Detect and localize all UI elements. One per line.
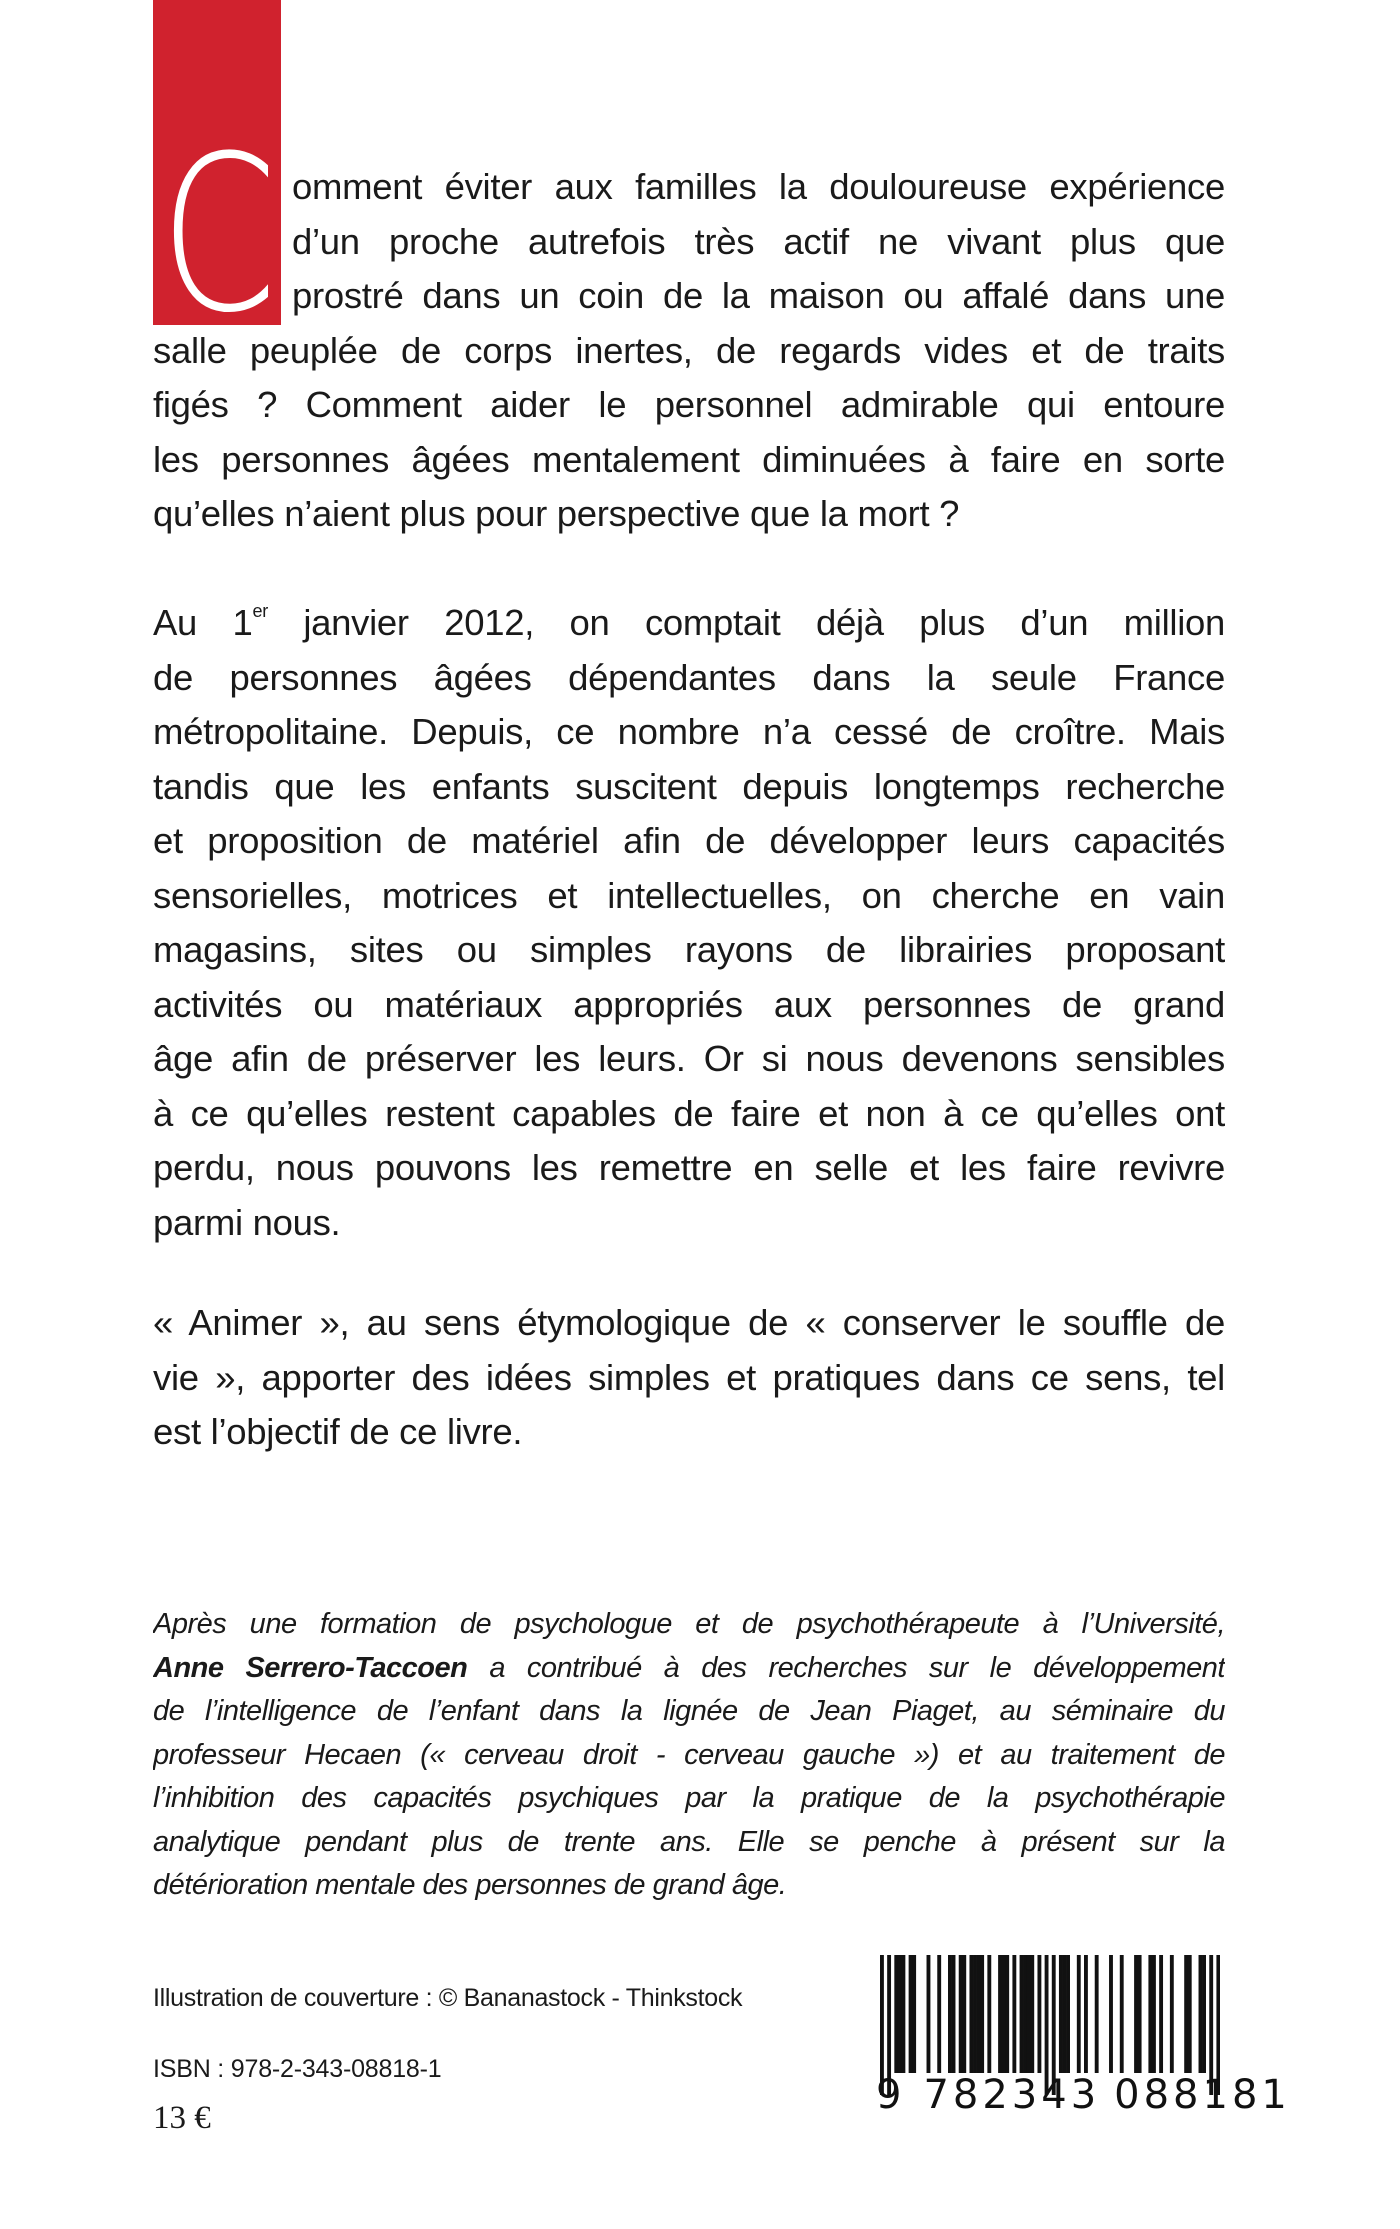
barcode-bar [1037, 1955, 1041, 2073]
text-line: figés ? Comment aider le personnel admirable qui entoure [153, 384, 1225, 425]
barcode-bar [973, 1955, 977, 2073]
barcode-bar [1005, 1955, 1009, 2073]
paragraph-intro [153, 160, 1225, 542]
text-line: perdu, nous pouvons les remettre en selle et les faire revivre [153, 1147, 1225, 1188]
barcode-bar [987, 1955, 991, 2073]
price: 13 € [153, 2100, 211, 2136]
barcode-bar [948, 1955, 952, 2073]
barcode-bar [1023, 1955, 1027, 2073]
dropcap-letter: C [160, 109, 278, 360]
barcode-bar [1012, 1955, 1016, 2073]
text-line: âge afin de préserver les leurs. Or si nous devenons sensibles [153, 1038, 1225, 1079]
barcode-bar [980, 1955, 984, 2073]
barcode-bar [977, 1955, 981, 2073]
barcode-bar [894, 1955, 898, 2073]
text-line: d’un proche autrefois très actif ne vivant plus que [292, 220, 1225, 262]
text-fragment: Au 1 [153, 602, 253, 643]
barcode-bar [1020, 1955, 1024, 2073]
barcode-bar [998, 1955, 1002, 2073]
text-line: salle peuplée de corps inertes, de regards vides et de traits [153, 329, 1225, 371]
barcode-bar [1077, 1955, 1081, 2073]
text-line: de l’intelligence de l’enfant dans la lignée de Jean Piaget, au séminaire du [153, 1695, 1225, 1727]
text-line: les personnes âgées mentalement diminuées à faire en sorte [153, 438, 1225, 480]
text-line: de personnes âgées dépendantes dans la seule France [153, 656, 1225, 698]
barcode-bar [1188, 1955, 1192, 2073]
text-line: métropolitaine. Depuis, ce nombre n’a cessé de croître. Mais [153, 711, 1225, 752]
barcode-bar [1199, 1955, 1203, 2073]
text-line [153, 1647, 1225, 1691]
text-line: activités ou matériaux appropriés aux personnes de grand [153, 983, 1225, 1025]
text-line: à ce qu’elles restent capables de faire et non à ce qu’elles ont [153, 1092, 1225, 1134]
barcode-bar [1002, 1955, 1006, 2073]
barcode-bar [959, 1955, 963, 2073]
barcode-bar [1059, 1955, 1063, 2073]
barcode-bar [1152, 1955, 1156, 2073]
barcode-bar [962, 1955, 966, 2073]
text-line: qu’elles n’aient plus pour perspective que la mort ? [153, 493, 960, 534]
barcode-bar [1148, 1955, 1152, 2073]
cover-illustration-credit: Illustration de couverture : © Bananastock - Thinkstock [153, 1984, 743, 2012]
text-line: magasins, sites ou simples rayons de librairies proposant [153, 929, 1225, 970]
paragraph-statistics [153, 596, 1225, 1250]
isbn: ISBN : 978-2-343-08818-1 [153, 2055, 442, 2083]
barcode-digits [876, 2072, 1291, 2118]
text-line: vie », apporter des idées simples et pratiques dans ce sens, tel [153, 1356, 1225, 1398]
barcode-first-digit: 9 [876, 2072, 906, 2118]
barcode-bar [909, 1955, 913, 2073]
barcode-bar [1063, 1955, 1067, 2073]
text-line: tandis que les enfants suscitent depuis longtemps recherche [153, 765, 1225, 807]
barcode-bar [937, 1955, 941, 2073]
barcode-bar [1095, 1955, 1099, 2073]
barcode-bar [1084, 1955, 1088, 2073]
barcode-bar [1159, 1955, 1163, 2073]
barcode-bar [1202, 1955, 1206, 2073]
text-line: détérioration mentale des personnes de grand âge. [153, 1869, 787, 1901]
barcode-bar [1027, 1955, 1031, 2073]
text-fragment: janvier 2012, on comptait déjà plus d’un million [267, 602, 1225, 643]
barcode-bar [1109, 1955, 1113, 2073]
superscript-ordinal: er [252, 601, 268, 621]
text-line: analytique pendant plus de trente ans. Elle se penche à présent sur la [153, 1825, 1225, 1858]
barcode-bar [898, 1955, 902, 2073]
barcode-bar [1184, 1955, 1188, 2073]
barcode-bar [969, 1955, 973, 2073]
text-line: sensorielles, motrices et intellectuelles, on cherche en vain [153, 874, 1225, 916]
barcode-bar [1066, 1955, 1070, 2073]
author-bio [153, 1603, 1225, 1908]
barcode-bar [1120, 1955, 1124, 2073]
text-line: prostré dans un coin de la maison ou affalé dans une [292, 275, 1225, 316]
barcode-bar [952, 1955, 956, 2073]
text-line: professeur Hecaen (« cerveau droit - cerveau gauche ») et au traitement de [153, 1738, 1225, 1771]
text-line: l’inhibition des capacités psychiques par la pratique de la psychothérapie [153, 1782, 1225, 1814]
text-line: et proposition de matériel afin de développer leurs capacités [153, 820, 1225, 861]
author-name: Anne Serrero-Taccoen [153, 1651, 468, 1684]
text-fragment: a contribué à des recherches sur le développement [467, 1651, 1225, 1684]
barcode-bar [1134, 1955, 1138, 2073]
barcode-bar [901, 1955, 905, 2073]
barcode-group-right: 088181 [1114, 2072, 1291, 2118]
barcode-group-left: 782343 [923, 2072, 1101, 2118]
text-line: Après une formation de psychologue et de psychothérapeute à l’Université, [153, 1608, 1225, 1640]
barcode-bar [1030, 1955, 1034, 2073]
paragraph-objective [153, 1296, 1225, 1460]
barcode-bar [1138, 1955, 1142, 2073]
text-line: « Animer », au sens étymologique de « conserver le souffle de [153, 1302, 1225, 1343]
barcode-bar [927, 1955, 931, 2073]
text-line: parmi nous. [153, 1201, 341, 1243]
text-line: est l’objectif de ce livre. [153, 1411, 523, 1452]
barcode-bar [1170, 1955, 1174, 2073]
text-line: omment éviter aux familles la douloureuse expérience [292, 166, 1225, 207]
barcode-bar [912, 1955, 916, 2073]
text-line [153, 596, 1225, 651]
